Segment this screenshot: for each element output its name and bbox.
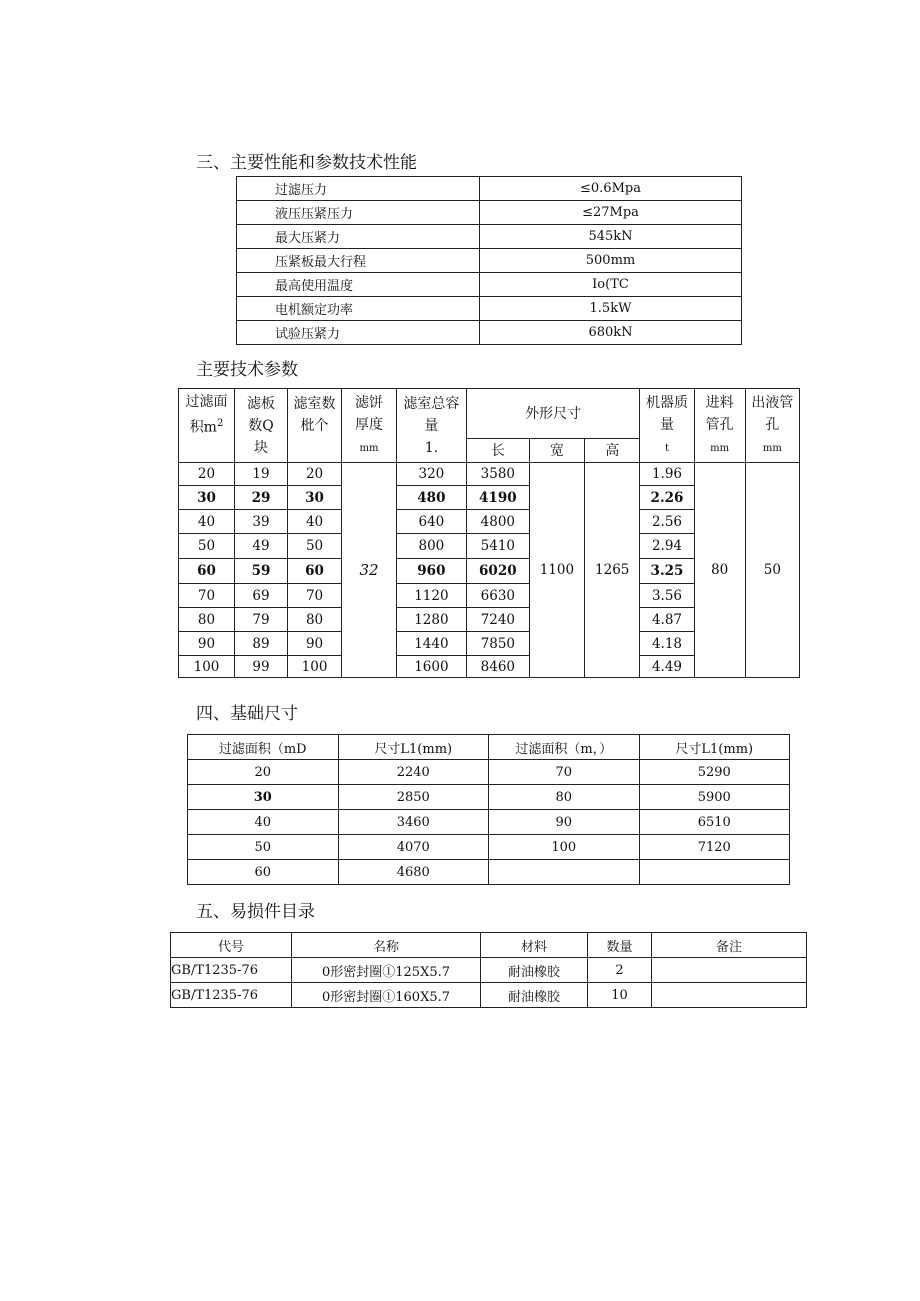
cell-mass: 1.96 <box>640 463 694 486</box>
perf-value: Io(TC <box>480 273 742 297</box>
perf-name: 压紧板最大行程 <box>237 249 480 273</box>
fnd-header: 过滤面积（m，） <box>489 735 640 760</box>
section5-title: 五、易损件目录 <box>196 902 315 922</box>
hdr-wid: 宽 <box>529 439 584 463</box>
perf-name: 最大压紧力 <box>237 225 480 249</box>
perf-row <box>237 249 742 273</box>
cell-volume: 640 <box>396 510 466 534</box>
cell-mass: 4.87 <box>640 608 694 632</box>
fnd-cell: 30 <box>188 785 339 810</box>
perf-name: 过滤压力 <box>237 177 480 201</box>
cell-cake: 32 <box>342 463 397 678</box>
fnd-row <box>188 860 790 885</box>
hdr-plates: 滤板 数Q 块 <box>235 389 288 463</box>
cell-plates: 79 <box>235 608 288 632</box>
cell-volume: 960 <box>396 559 466 584</box>
perf-row <box>237 321 742 345</box>
hdr-chambers: 滤室数 枇个 <box>287 389 341 463</box>
perf-name: 液压压紧压力 <box>237 201 480 225</box>
fnd-cell: 80 <box>489 785 640 810</box>
fnd-row <box>188 760 790 785</box>
cell-outlet: 50 <box>745 463 799 678</box>
cell-volume: 1440 <box>396 632 466 656</box>
cell-chambers: 50 <box>287 534 341 559</box>
perf-name: 试验压紧力 <box>237 321 480 345</box>
perf-value: 680kN <box>480 321 742 345</box>
cell-height: 1265 <box>585 463 640 678</box>
cell-length: 4800 <box>466 510 529 534</box>
hdr-outlet: 出液管 孔 mm <box>745 389 799 463</box>
cell-length: 6020 <box>466 559 529 584</box>
fnd-cell <box>639 860 790 885</box>
cell-plates: 39 <box>235 510 288 534</box>
cell-length: 5410 <box>466 534 529 559</box>
param-row <box>179 463 800 486</box>
fnd-cell: 70 <box>489 760 640 785</box>
parts-header-row <box>171 933 807 958</box>
cell-plates: 69 <box>235 584 288 608</box>
fnd-cell: 100 <box>489 835 640 860</box>
foundation-table <box>187 734 790 885</box>
cell-length: 7240 <box>466 608 529 632</box>
main-params-table <box>178 388 800 678</box>
parts-table <box>170 932 807 1008</box>
fnd-cell: 50 <box>188 835 339 860</box>
fnd-row <box>188 835 790 860</box>
cell-plates: 89 <box>235 632 288 656</box>
cell-area: 90 <box>179 632 235 656</box>
cell-length: 7850 <box>466 632 529 656</box>
perf-row <box>237 297 742 321</box>
fnd-header: 尺寸L1(mm) <box>639 735 790 760</box>
cell-mass: 2.94 <box>640 534 694 559</box>
parts-row <box>171 983 807 1008</box>
cell-area: 30 <box>179 486 235 510</box>
parts-cell <box>652 958 807 983</box>
cell-chambers: 100 <box>287 656 341 678</box>
cell-width: 1100 <box>529 463 584 678</box>
fnd-row <box>188 810 790 835</box>
parts-cell: 0形密封圈①160X5.7 <box>292 983 481 1008</box>
hdr-len: 长 <box>466 439 529 463</box>
section4-title: 四、基础尺寸 <box>196 704 298 724</box>
cell-area: 100 <box>179 656 235 678</box>
parts-cell: GB/T1235-76 <box>171 983 292 1008</box>
cell-chambers: 40 <box>287 510 341 534</box>
parts-cell <box>652 983 807 1008</box>
parts-header: 备注 <box>652 933 807 958</box>
cell-mass: 3.56 <box>640 584 694 608</box>
cell-mass: 2.26 <box>640 486 694 510</box>
fnd-cell: 4070 <box>338 835 489 860</box>
parts-header: 名称 <box>292 933 481 958</box>
cell-mass: 4.18 <box>640 632 694 656</box>
cell-area: 60 <box>179 559 235 584</box>
perf-name: 电机额定功率 <box>237 297 480 321</box>
performance-table <box>236 176 742 345</box>
cell-length: 4190 <box>466 486 529 510</box>
fnd-cell: 6510 <box>639 810 790 835</box>
perf-value: ≤0.6Mpa <box>480 177 742 201</box>
cell-mass: 3.25 <box>640 559 694 584</box>
parts-header: 数量 <box>588 933 652 958</box>
parts-header: 代号 <box>171 933 292 958</box>
fnd-cell: 90 <box>489 810 640 835</box>
parts-cell: 0形密封圈①125X5.7 <box>292 958 481 983</box>
fnd-cell: 2850 <box>338 785 489 810</box>
hdr-inlet: 进料 管孔 mm <box>694 389 745 463</box>
fnd-cell: 60 <box>188 860 339 885</box>
parts-cell: 2 <box>588 958 652 983</box>
parts-cell: 耐油橡胶 <box>481 958 588 983</box>
cell-volume: 1280 <box>396 608 466 632</box>
cell-area: 20 <box>179 463 235 486</box>
cell-length: 3580 <box>466 463 529 486</box>
perf-row <box>237 273 742 297</box>
cell-plates: 99 <box>235 656 288 678</box>
hdr-mass: 机器质 量 t <box>640 389 694 463</box>
fnd-cell: 40 <box>188 810 339 835</box>
cell-area: 50 <box>179 534 235 559</box>
fnd-cell: 4680 <box>338 860 489 885</box>
perf-row <box>237 177 742 201</box>
cell-chambers: 90 <box>287 632 341 656</box>
cell-plates: 49 <box>235 534 288 559</box>
cell-volume: 800 <box>396 534 466 559</box>
parts-cell: 耐油橡胶 <box>481 983 588 1008</box>
fnd-header: 过滤面积（mD <box>188 735 339 760</box>
cell-inlet: 80 <box>694 463 745 678</box>
cell-mass: 4.49 <box>640 656 694 678</box>
perf-value: 500mm <box>480 249 742 273</box>
fnd-cell: 3460 <box>338 810 489 835</box>
perf-value: 545kN <box>480 225 742 249</box>
cell-chambers: 30 <box>287 486 341 510</box>
perf-value: ≤27Mpa <box>480 201 742 225</box>
hdr-volume: 滤室总容 量 1. <box>396 389 466 463</box>
perf-row <box>237 201 742 225</box>
cell-area: 40 <box>179 510 235 534</box>
fnd-cell <box>489 860 640 885</box>
section3-title: 三、主要性能和参数技术性能 <box>196 153 417 173</box>
fnd-cell: 2240 <box>338 760 489 785</box>
parts-cell: GB/T1235-76 <box>171 958 292 983</box>
cell-chambers: 80 <box>287 608 341 632</box>
perf-row <box>237 225 742 249</box>
cell-volume: 320 <box>396 463 466 486</box>
fnd-cell: 5290 <box>639 760 790 785</box>
cell-chambers: 70 <box>287 584 341 608</box>
fnd-header: 尺寸L1(mm) <box>338 735 489 760</box>
cell-plates: 59 <box>235 559 288 584</box>
cell-chambers: 60 <box>287 559 341 584</box>
parts-cell: 10 <box>588 983 652 1008</box>
fnd-cell: 20 <box>188 760 339 785</box>
main-params-title: 主要技术参数 <box>196 360 298 380</box>
fnd-header-row <box>188 735 790 760</box>
cell-length: 6630 <box>466 584 529 608</box>
hdr-hei: 高 <box>585 439 640 463</box>
cell-mass: 2.56 <box>640 510 694 534</box>
perf-value: 1.5kW <box>480 297 742 321</box>
cell-chambers: 20 <box>287 463 341 486</box>
parts-row <box>171 958 807 983</box>
cell-area: 80 <box>179 608 235 632</box>
cell-plates: 29 <box>235 486 288 510</box>
perf-name: 最高使用温度 <box>237 273 480 297</box>
cell-plates: 19 <box>235 463 288 486</box>
cell-volume: 1120 <box>396 584 466 608</box>
fnd-cell: 7120 <box>639 835 790 860</box>
cell-volume: 480 <box>396 486 466 510</box>
cell-length: 8460 <box>466 656 529 678</box>
hdr-area: 过滤面 积$m^2$ <box>179 389 235 463</box>
cell-area: 70 <box>179 584 235 608</box>
cell-volume: 1600 <box>396 656 466 678</box>
hdr-dims: 外形尺寸 <box>466 389 639 439</box>
hdr-cake: 滤饼 厚度 mm <box>342 389 397 463</box>
parts-header: 材料 <box>481 933 588 958</box>
fnd-row <box>188 785 790 810</box>
fnd-cell: 5900 <box>639 785 790 810</box>
